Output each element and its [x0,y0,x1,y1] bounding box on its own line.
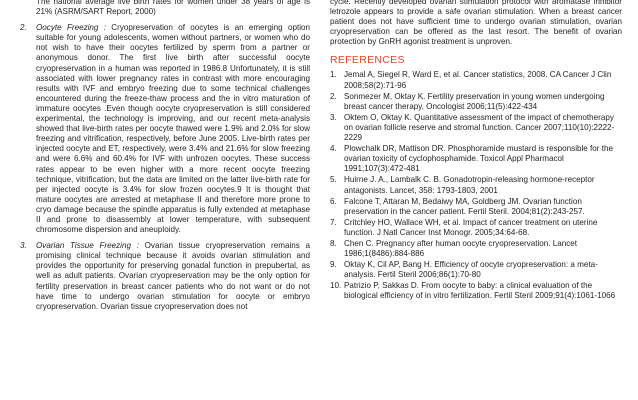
references-heading: REFERENCES [330,54,405,67]
reference-text: Huirne J. A., Lambalk C. B. Gonadotropin-releasing hormone-receptor antagonists. Lancet, 358: 1793-1803, 2001 [344,175,595,195]
reference-text: Plowchalk DR, Mattison DR. Phosphoramide mustard is responsible for the ovarian toxicity of cyclophosphamide. Toxicol Appl Pharmacol 1991;107(3):472-481 [344,144,614,174]
reference-number: 3. [330,112,337,122]
list-item-text: Cryopreservation of oocytes is an emerging option suitable for young adolescents, women without partners, or women who do not wish to have their oocytes fertilized by sperm from a partner or anonymous donor. The first live birth after successful oocyte cryopreservation in a human was reported in 1986.8 Unfortunately, it is still associated with lower pregnancy rates in contrast with more encouraging results with IVF and embryo freezing due to some technical challenges encountered during the freeze-thaw process and the in vitro maturation of immature oocytes .Even though oocyte cryopreservation is still considered experimental, the technology is improving, and our recent meta-analysis showed that live-birth rates per oocyte thawed were 1.9% and 2.0% for slow freezing and vitrification, respectively, before June 2005. Live-birth rates per injected oocyte and ET, respectively, were 3.4% and 21.6% for slow freezing and were 6.6% and 60.4% for IVF with unfrozen oocytes. These success rates appear to be even higher with a more recent oocyte freezing technique, vitrification, but the data are limited on the latter live-birth rate for per injected oocyte is 3.4% for slow frozen oocytes.9 It is thought that mature oocytes are arrested at metaphase II and therefore more prone to cryo damage because the spindle apparatus is fully extended at metaphase II and prone to disassembly at lower temperature, with subsequent chromosome dispersion and aneuploidy. [36,23,310,235]
reference-number: 9. [330,260,337,270]
list-item-body [36,23,310,235]
references-list [330,70,622,301]
reference-item [330,218,622,238]
reference-text: Oktay K, Cil AP, Bang H. Efficiency of oocyte cryopreservation: a meta-analysis. Fertil Steril 2006;86(1):70-80 [344,260,598,280]
conclusion-paragraph: cycle. Recently developed ovarian stimulation protocol with aromatase inhibitor letrozole appears to provide a safe ovarian stimulation. When a breast cancer patient does not have sufficient time to undergo ovarian stimulation, ovarian cryopreservation can be offered as the last resort. The benefit of ovarian protection by GnRH agonist treatment is unproven. [330,0,622,47]
reference-number: 10. [330,281,342,291]
reference-number: 4. [330,144,337,154]
reference-item [330,70,622,90]
reference-text: Jemal A, Siegel R, Ward E, et al. Cancer statistics, 2008. CA Cancer J Clin 2008;58(2):71-96 [344,70,612,90]
list-item-ovarian-tissue-freezing [18,241,310,312]
reference-item [330,175,622,195]
reference-number: 8. [330,238,337,248]
reference-item [330,239,622,259]
reference-text: Oktem O, Oktay K. Quantitative assessment of the impact of chemotherapy on ovarian follicle reserve and stromal function. Cancer 2007;110(10):2222-2229 [344,112,615,143]
right-column [330,0,622,303]
reference-text: Chen C. Pregnancy after human oocyte cryopreservation. Lancet 1986;1(8486):884-886 [344,238,578,259]
reference-item [330,197,622,217]
reference-number: 2. [330,91,337,101]
list-item-oocyte-freezing [18,23,310,235]
list-item-heading: Oocyte Freezing : [36,23,106,33]
list-item-number: 3. [20,241,27,251]
reference-item [330,260,622,280]
reference-number: 1. [330,70,337,80]
reference-text: Critchley HO, Wallace WH, et al. Impact of cancer treatment on uterine function. J Natl Cancer Inst Monogr. 2005;34:64-68. [344,217,598,237]
reference-text: Sonmezer M, Oktay K. Fertility preservation in young women undergoing breast cancer therapy. Oncologist 2006;11(5):422-434 [344,91,605,111]
intro-paragraph: The national average live birth rates for women under 38 years of age is 21% (ASRM/SART Report, 2000) [36,0,310,17]
reference-item [330,281,622,301]
reference-number: 7. [330,217,337,227]
list-item-heading: Ovarian Tissue Freezing : [36,241,139,251]
reference-item [330,92,622,112]
reference-number: 6. [330,196,337,206]
reference-text: Patrizio P, Sakkas D. From oocyte to baby: a clinical evaluation of the biological efficiency of in vitro fertilization. Fertil Steril 2009;91(4):1061-1066 [344,281,616,301]
reference-number: 5. [330,175,337,185]
reference-text: Falcone T, Attaran M, Bedaiwy MA, Goldberg JM. Ovarian function preservation in the cancer patient. Fertil Steril. 2004;81(2):243-257. [344,196,585,216]
list-item-text: Ovarian tissue cryopreservation remains a promising clinical technique because it avoids ovarian stimulation and provides the opportunity for preserving gonadal function in prepubertal, as well as adult patients. Ovarian cryopreservation may be the only option for fertility preservation in breast cancer patients who do not want or do not have time to undergo ovarian stimulation for oocyte or embryo cryopreservation. Ovarian tissue cryopreservation does not [36,241,310,311]
reference-item [330,144,622,174]
reference-item [330,113,622,143]
list-item-body [36,241,310,312]
list-item-number: 2. [20,23,27,33]
left-column [18,0,310,312]
